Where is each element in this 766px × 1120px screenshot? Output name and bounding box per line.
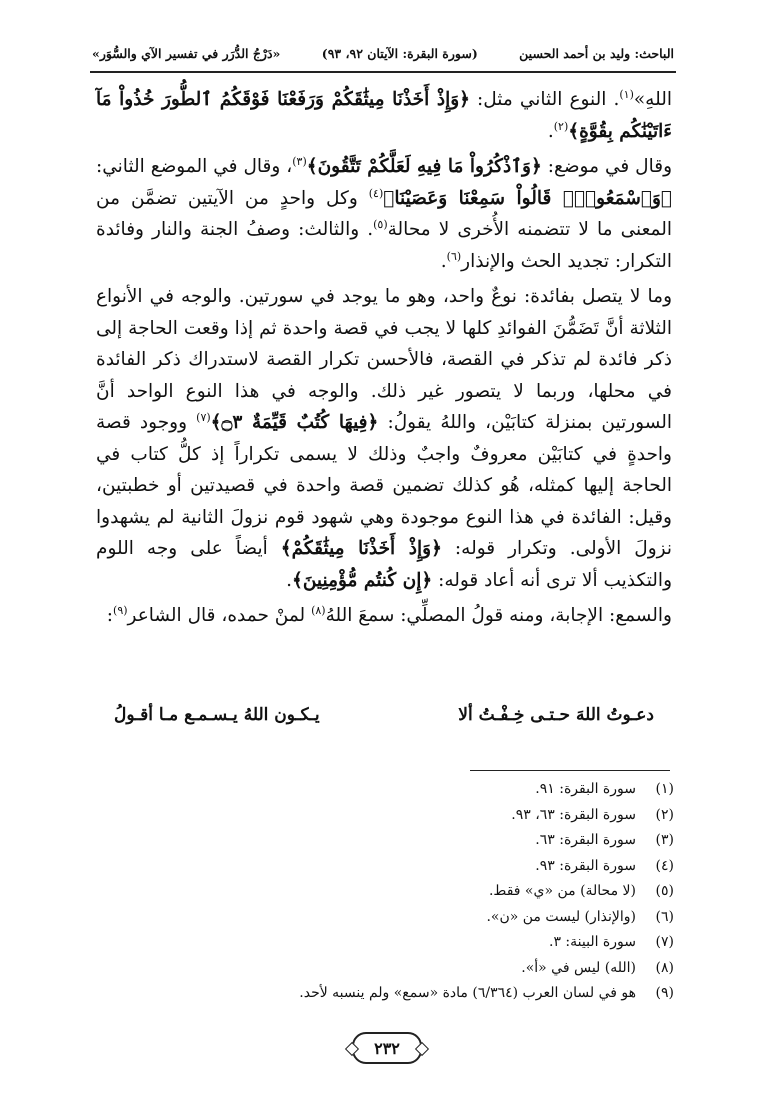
footnote-item xyxy=(150,803,674,829)
text-run: لمنْ حمده، قال الشاعر xyxy=(127,605,312,626)
footnote-number: (٢) xyxy=(655,806,674,823)
text-run: وقال في موضع: xyxy=(541,156,673,177)
quran-verse: ﴿فِيهَا كُتُبٌ قَيِّمَةٌ ۝٣﴾ xyxy=(210,412,379,433)
quran-verse: ﴿وَٱذْكُرُواْ مَا فِيهِ لَعَلَّكُمْ تَتَّقُونَ﴾ xyxy=(306,156,542,177)
footnote-number: (٤) xyxy=(655,857,674,874)
text-run: . xyxy=(440,250,447,272)
text-run: . xyxy=(547,120,554,142)
footnote-text: سورة البقرة: ٩١. xyxy=(535,781,636,797)
footnote-text: (الله) ليس في «أ». xyxy=(521,959,636,976)
footnote-number: (٨) xyxy=(655,959,674,976)
footnote-ref: (٢) xyxy=(553,119,569,133)
footnote-ref: (٩) xyxy=(113,603,128,617)
header-section: (سورة البقرة: الآيتان ٩٢، ٩٣) xyxy=(321,45,478,61)
poem-second-hemistich: يـكـون اللهُ يـسـمـع مـا أقـولُ xyxy=(114,705,320,725)
footnote-ref: (٨) xyxy=(311,603,326,617)
text-run: اللهِ» xyxy=(633,89,672,110)
footnote-number: (٣) xyxy=(655,832,674,848)
footnote-item xyxy=(150,930,674,956)
footnote-ref: (١) xyxy=(619,87,634,101)
footnote-item xyxy=(150,854,674,880)
footnote-text: سورة البينة: ٣. xyxy=(549,934,636,950)
paragraph xyxy=(96,151,672,277)
text-run: وكل واحدٍ من الآيتين تضمَّن من المعنى ما لا تتضمنه الأُخرى لا محالة xyxy=(96,187,672,240)
text-run: : xyxy=(106,605,114,626)
footnotes-list xyxy=(150,777,674,1007)
footnote-text: هو في لسان العرب (٦/٣٦٤) مادة «سمع» ولم ينسبه لأحد. xyxy=(299,985,636,1001)
footnote-ref: (٥) xyxy=(373,217,388,231)
footnote-separator xyxy=(470,770,670,771)
poem-verse xyxy=(114,705,654,725)
footnote-item xyxy=(150,879,674,905)
footnote-item xyxy=(150,777,674,803)
poem-first-hemistich: دعـوتُ اللهَ حـتـى خِـفْـتُ ألا xyxy=(458,705,654,725)
text-run: أيضاً على وجه اللوم والتكذيب ألا ترى أنه أعاد قوله: xyxy=(96,538,672,591)
paragraph xyxy=(96,281,672,596)
quran-verse: ﴿وَٱسْمَعُواْۖ قَالُواْ سَمِعْنَا وَعَصَيْنَا﴾ xyxy=(383,187,672,209)
quran-verse: ﴿إِن كُنتُم مُّؤْمِنِينَ﴾ xyxy=(292,569,433,591)
running-header xyxy=(92,38,674,68)
footnote-number: (١) xyxy=(655,781,674,797)
footnote-text: (والإنذار) ليست من «ن». xyxy=(486,908,636,925)
footnote-item xyxy=(150,981,674,1007)
paragraph xyxy=(96,84,672,147)
footnote-number: (٦) xyxy=(655,908,674,925)
text-run: . النوع الثاني مثل: xyxy=(470,89,620,110)
text-run: وما لا يتصل بفائدة: نوعٌ واحد، وهو ما يوجد في سورتين. والوجه في الأنواع الثلاثة أنَّ تَضَمُّنَ الفوائدِ كلها لا يجب في قصة واحدة ثم إذا وقعت الحاجة إلى ذكر فائدة لم تذكر في القصة، فالأحسن تكرار القصة لاستدراك ذكر الفائدة في محلها، وربما لا يتصور غير ذلك. والوجه في هذا النوع الواحد أنَّ السورتين بمنزلة كتابَيْن، واللهُ يقولُ: xyxy=(96,286,672,433)
footnote-item xyxy=(150,905,674,931)
footnote-ref: (٦) xyxy=(446,249,462,263)
footnote-number: (٩) xyxy=(655,985,674,1001)
body-text xyxy=(96,84,672,636)
footnote-text: (لا محالة) من «ي» فقط. xyxy=(488,883,636,899)
text-run: . والثالث: وصفُ الجنة والنار وفائدة التكرار: تجديد الحث والإنذار xyxy=(96,219,672,272)
paragraph xyxy=(96,600,672,632)
quran-verse: ﴿وَإِذْ أَخَذْنَا مِيثَٰقَكُمْ﴾ xyxy=(280,538,442,559)
text-run: والسمع: الإجابة، ومنه قولُ المصلِّي: سمعَ اللهُ xyxy=(325,605,672,626)
footnote-item xyxy=(150,828,674,854)
page-number: ٢٣٢ xyxy=(352,1032,422,1064)
footnote-ref: (٣) xyxy=(292,154,307,168)
header-rule xyxy=(90,71,676,73)
footnote-text: سورة البقرة: ٩٣. xyxy=(535,857,636,874)
footnote-ref: (٧) xyxy=(196,410,211,424)
footnote-number: (٧) xyxy=(655,934,674,950)
footnote-text: سورة البقرة: ٦٣. xyxy=(535,832,636,848)
header-author: الباحث: وليد بن أحمد الحسين xyxy=(519,45,674,61)
text-run: ، وقال في الموضع الثاني: xyxy=(96,156,293,177)
footnote-item xyxy=(150,956,674,982)
text-run: . xyxy=(286,569,292,591)
footnote-ref: (٤) xyxy=(368,186,384,200)
header-book-title: «دَرْجُ الدُّرَر في تفسير الآي والسُّوَر» xyxy=(92,45,281,61)
footnote-text: سورة البقرة: ٦٣، ٩٣. xyxy=(511,806,636,823)
footnote-number: (٥) xyxy=(655,883,674,899)
quran-verse: ﴿وَإِذْ أَخَذْنَا مِيثَٰقَكُمْ وَرَفَعْنَا فَوْقَكُمُ ٱلطُّورَ خُذُواْ مَآ ءَاتَيْنَٰكُم بِقُوَّةٍ﴾ xyxy=(96,89,672,142)
text-run: ووجود قصة واحدةٍ في كتابَيْن معروفٌ واجبٌ وذلك لا يسمى تكراراً إذ كلُّ كتاب في الحاجة إليها كمثله، هُو كذلك تضمين قصة واحدة في قصيدتين أو خطبتين، وقيل: الفائدة في هذا النوع موجودة وهي شهود قوم نزولَ الثانية لم يشهدوا نزولَ الأولى. وتكرار قوله: xyxy=(96,412,672,559)
